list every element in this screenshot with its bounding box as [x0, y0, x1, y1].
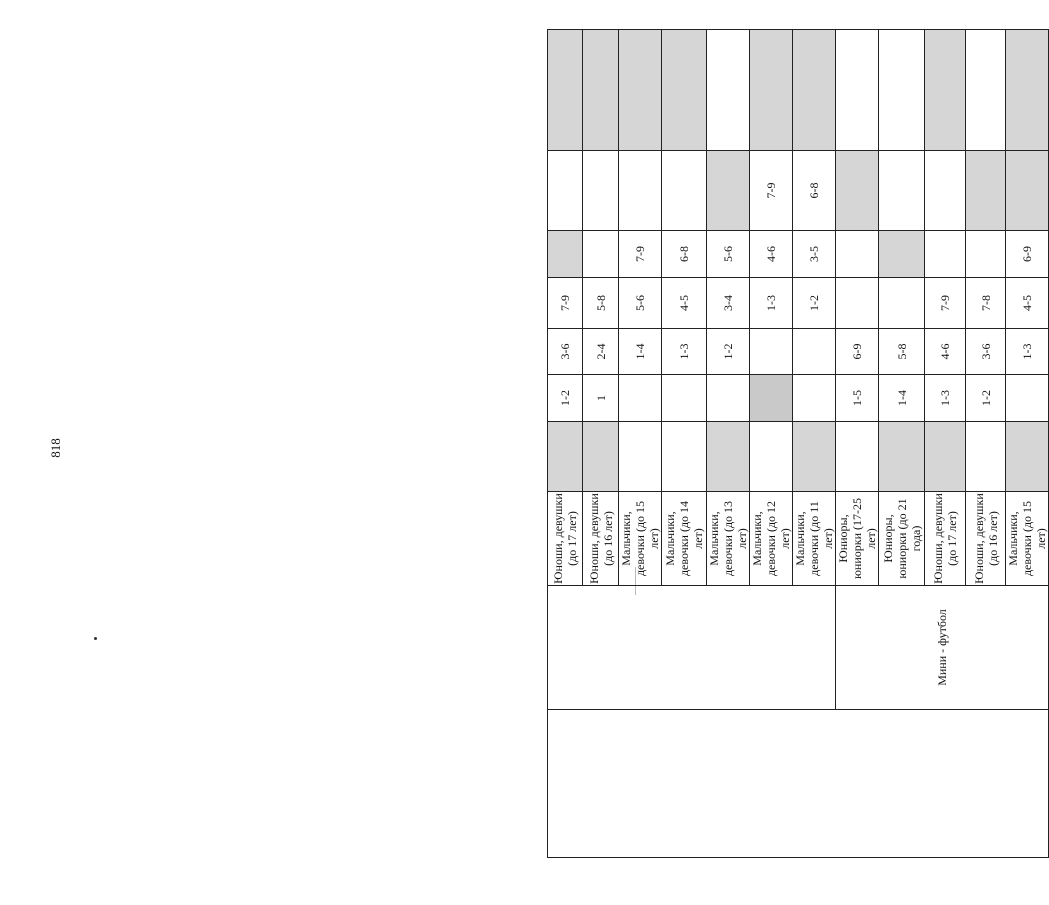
- value-cell: [836, 30, 879, 151]
- value-cell: [966, 422, 1006, 492]
- value-cell: [836, 422, 879, 492]
- value-cell: [793, 422, 836, 492]
- value-cell: 5-6: [619, 278, 662, 329]
- page-number: 818: [48, 438, 63, 458]
- value-cell: [750, 329, 793, 375]
- value-cell: [707, 30, 750, 151]
- value-cell: [662, 30, 707, 151]
- table-row: [548, 30, 583, 858]
- value-cell: [583, 30, 619, 151]
- value-cell: [925, 151, 966, 231]
- value-cell: [583, 231, 619, 278]
- value-cell: [583, 151, 619, 231]
- category-cell: Юноши, девушки (до 16 лет): [966, 492, 1006, 586]
- value-cell: 1-2: [966, 375, 1006, 422]
- category-cell: Мальчики, девочки (до 12 лет): [750, 492, 793, 586]
- value-cell: [1006, 422, 1049, 492]
- value-cell: [619, 422, 662, 492]
- sport-name-cell: Мини - футбол: [836, 586, 1049, 710]
- value-cell: 1-4: [619, 329, 662, 375]
- value-cell: [662, 375, 707, 422]
- value-cell: 4-6: [750, 231, 793, 278]
- category-cell: Мальчики, девочки (до 11 лет): [793, 492, 836, 586]
- value-cell: [966, 30, 1006, 151]
- value-cell: 5-8: [879, 329, 925, 375]
- value-cell: [879, 30, 925, 151]
- value-cell: 1-3: [662, 329, 707, 375]
- value-cell: [750, 30, 793, 151]
- value-cell: 1-5: [836, 375, 879, 422]
- value-cell: [925, 422, 966, 492]
- value-cell: 1-3: [925, 375, 966, 422]
- empty-column-cell: [548, 710, 1049, 858]
- value-cell: 4-5: [1006, 278, 1049, 329]
- stray-mark: [94, 637, 97, 640]
- value-cell: [836, 278, 879, 329]
- value-cell: [619, 375, 662, 422]
- value-cell: 1-3: [1006, 329, 1049, 375]
- category-cell: Юниоры, юниорки (до 21 года): [879, 492, 925, 586]
- value-cell: [707, 375, 750, 422]
- value-cell: [793, 329, 836, 375]
- value-cell: 3-6: [548, 329, 583, 375]
- category-cell: Юноши, девушки (до 17 лет): [548, 492, 583, 586]
- value-cell: [583, 422, 619, 492]
- category-cell: Мальчики, девочки (до 15 лет): [619, 492, 662, 586]
- value-cell: [548, 422, 583, 492]
- value-cell: 6-8: [793, 151, 836, 231]
- category-cell: Юноши, девушки (до 16 лет): [583, 492, 619, 586]
- value-cell: 4-5: [662, 278, 707, 329]
- value-cell: [925, 231, 966, 278]
- category-cell: Мальчики, девочки (до 15 лет): [1006, 492, 1049, 586]
- value-cell: 2-4: [583, 329, 619, 375]
- value-cell: 1-3: [750, 278, 793, 329]
- value-cell: 5-8: [583, 278, 619, 329]
- value-cell: 6-9: [836, 329, 879, 375]
- value-cell: [707, 151, 750, 231]
- category-cell: Мальчики, девочки (до 14 лет): [662, 492, 707, 586]
- value-cell: [1006, 375, 1049, 422]
- value-cell: [879, 278, 925, 329]
- value-cell: 7-9: [548, 278, 583, 329]
- value-cell: [879, 231, 925, 278]
- value-cell: [750, 422, 793, 492]
- value-cell: [966, 151, 1006, 231]
- value-cell: [548, 151, 583, 231]
- value-cell: [836, 151, 879, 231]
- value-cell: [662, 422, 707, 492]
- value-cell: [1006, 30, 1049, 151]
- value-cell: 7-8: [966, 278, 1006, 329]
- value-cell: 1-2: [707, 329, 750, 375]
- value-cell: 1-2: [793, 278, 836, 329]
- results-table: [547, 29, 1049, 858]
- value-cell: 1-4: [879, 375, 925, 422]
- value-cell: [1006, 151, 1049, 231]
- value-cell: [548, 30, 583, 151]
- value-cell: 6-8: [662, 231, 707, 278]
- sport-cell-empty: [548, 586, 836, 710]
- category-cell: Юноши, девушки (до 17 лет): [925, 492, 966, 586]
- value-cell: 1-2: [548, 375, 583, 422]
- value-cell: [793, 30, 836, 151]
- value-cell: 7-9: [750, 151, 793, 231]
- value-cell: [836, 231, 879, 278]
- value-cell: [707, 422, 750, 492]
- value-cell: [548, 231, 583, 278]
- value-cell: 1: [583, 375, 619, 422]
- value-cell: [662, 151, 707, 231]
- value-cell: 3-5: [793, 231, 836, 278]
- category-cell: Мальчики, девочки (до 13 лет): [707, 492, 750, 586]
- rotated-table-container: [547, 30, 1048, 858]
- value-cell: 7-9: [619, 231, 662, 278]
- value-cell: [619, 151, 662, 231]
- value-cell: 5-6: [707, 231, 750, 278]
- value-cell: [619, 30, 662, 151]
- value-cell: [793, 375, 836, 422]
- value-cell: [925, 30, 966, 151]
- value-cell: [879, 422, 925, 492]
- value-cell: 6-9: [1006, 231, 1049, 278]
- value-cell: 7-9: [925, 278, 966, 329]
- value-cell: 4-6: [925, 329, 966, 375]
- value-cell: 3-6: [966, 329, 1006, 375]
- value-cell: [879, 151, 925, 231]
- value-cell: [750, 375, 793, 422]
- value-cell: [966, 231, 1006, 278]
- value-cell: 3-4: [707, 278, 750, 329]
- category-cell: Юниоры, юниорки (17-25 лет): [836, 492, 879, 586]
